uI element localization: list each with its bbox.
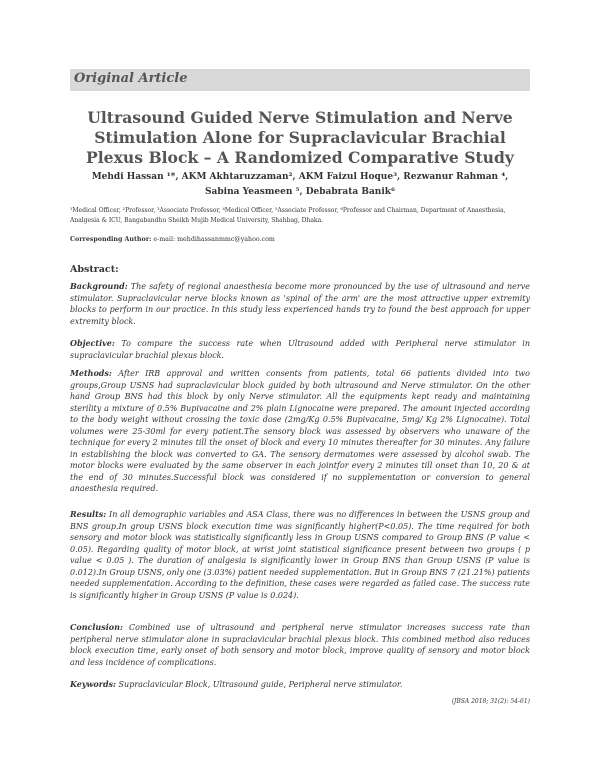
objective-text: To compare the success rate when Ultrasound added with Peripheral nerve stimulator in supraclavicular brachial plexus block. bbox=[70, 339, 530, 360]
results-text: In all demographic variables and ASA Class, there was no differences in between the USNS group and BNS group.In group USNS block execution time was significantly higher(P<0.05). The time required for both sensory and motor block was statistically significantly less in Group USNS compared to Group BNS (P value < 0.05). Regarding quality of motor block, at wrist joint statistical significance present between two groups ( p value < 0.05 ). The duration of analgesia is significantly lower in Group BNS than Group USNS (P value is 0.012).In Group USNS, only one (3.03%) patient needed supplementation. But in Group BNS 7 (21.21%) patients needed supplementation. According to the definition, these cases were regarded as failed case. The success rate is significantly higher in Group USNS (P value is 0.024). bbox=[70, 510, 530, 600]
article-title: Ultrasound Guided Nerve Stimulation and Nerve Stimulation Alone for Supraclavicular Brachial Plexus Block – A Randomized Comparative Study bbox=[86, 108, 514, 167]
background-paragraph bbox=[70, 281, 530, 327]
author-line-1: Mehdi Hassan ¹*, AKM Akhtaruzzaman², AKM Faizul Hoque³, Rezwanur Rahman ⁴, bbox=[91, 172, 509, 182]
author-line-2: Sabina Yeasmeen ⁵, Debabrata Banik⁶ bbox=[205, 186, 395, 197]
results-label: Results: bbox=[70, 509, 107, 519]
objective-paragraph bbox=[70, 338, 530, 361]
correspondence bbox=[70, 236, 530, 243]
keywords-text: Supraclavicular Block, Ultrasound guide, Peripheral nerve stimulator. bbox=[116, 680, 403, 689]
affiliations: ¹Medical Officer, ²Professor, ³Associate Professor, ⁴Medical Officer, ⁵Associate Professor, ⁶Professor and Chairman, Department of Anaesthesia, Analgesia & ICU, Bangabandhu Sheikh Mujib Medical University, Shahbag, Dhaka. bbox=[70, 207, 506, 224]
methods-text: After IRB approval and written consents from patients, total 66 patients divided into two groups,Group USNS had supraclavicular block guided by both ultrasound and Nerve stimulator. On the other hand Group BNS had this block by only Nerve stimulator. All the equipments kept ready and maintaining sterility a mixture of 0.5% Bupivacaine and 2% plain Lignocaine were prepared. The amount injected according to the body weight without crossing the toxic dose (2mg/Kg 0.5% Bupivacaine, 5mg/ Kg 2% Lignocaine). Total volumes were 25-30ml for every patient.The sensory block was assessed by observers who unaware of the technique for every 2 minutes till the onset of block and every 10 minutes thereafter for 30 minutes. Any failure in establishing the block was converted to GA. The sensory dermatomes were assessed by alcohol swab. The motor blocks were evaluated by the same observer in each jointfor every 2 minutes till onset than 10, 20 & at the end of 30 minutes.Successful block was considered if no supplementation or conversion to general anaesthesia required. bbox=[70, 369, 530, 493]
objective-label: Objective: bbox=[70, 338, 115, 348]
section-label: Original Article bbox=[74, 71, 188, 86]
conclusion-text: Combined use of ultrasound and peripheral nerve stimulator increases success rate than peripheral nerve stimulator alone in supraclavicular brachial plexus block. This combined method also reduces block execution time, early onset of both sensory and motor block, improve quality of sensory and motor block and less incidence of complications. bbox=[70, 623, 530, 667]
author-list bbox=[70, 170, 530, 199]
keywords-paragraph bbox=[70, 679, 530, 691]
background-label: Background: bbox=[70, 281, 128, 291]
abstract-heading: Abstract: bbox=[70, 264, 119, 275]
correspondence-email: e-mail: mehdihassanmmc@yahoo.com bbox=[151, 236, 275, 243]
results-paragraph bbox=[70, 509, 530, 601]
section-label-bar bbox=[70, 69, 530, 91]
conclusion-paragraph bbox=[70, 622, 530, 668]
journal-citation: (JBSA 2018; 31(2): 54-61) bbox=[451, 698, 530, 705]
conclusion-label: Conclusion: bbox=[70, 622, 123, 632]
methods-label: Methods: bbox=[70, 368, 112, 378]
methods-paragraph bbox=[70, 368, 530, 495]
background-text: The safety of regional anaesthesia become more pronounced by the use of ultrasound and nerve stimulator. Supraclavicular nerve blocks known as 'spinal of the arm' are the most attractive upper extremity blocks to perform in our practice. In this study less experienced hands try to found the best approach for upper extremity block. bbox=[70, 282, 530, 326]
keywords-label: Keywords: bbox=[70, 679, 117, 689]
correspondence-label: Corresponding Author: bbox=[70, 236, 152, 243]
